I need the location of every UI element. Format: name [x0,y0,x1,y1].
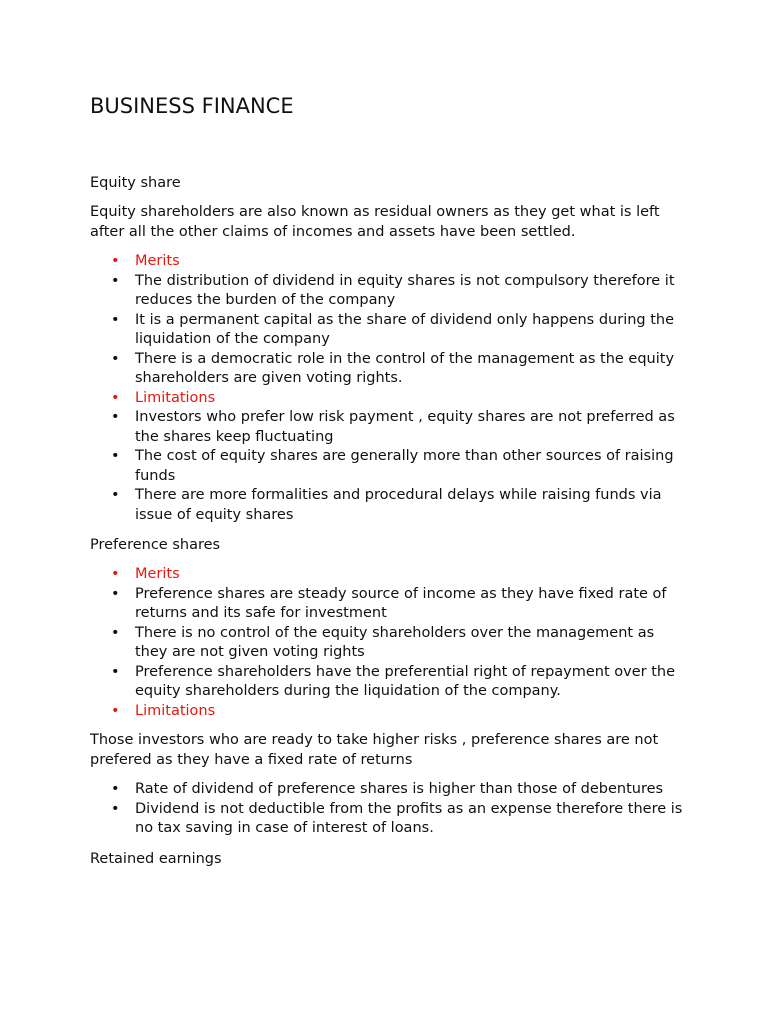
bullet-icon: • [111,585,120,602]
bullet-icon: • [111,487,120,503]
list-item [90,663,690,702]
list-item-merits [90,252,690,272]
list-item-text: There is no control of the equity shareholders over the management as they are not given voting rights [135,624,655,660]
list-item-text: The cost of equity shares are generally more than other sources of raising funds [135,448,674,484]
document-title: BUSINESS FINANCE [90,94,294,118]
equity-share-intro: Equity shareholders are also known as residual owners as they get what is left after all the other claims of incomes and assets have been settled. [90,204,660,240]
list-item-text: Limitations [135,702,216,719]
list-item-limitations [90,702,690,722]
equity-share-heading: Equity share [90,175,181,191]
bullet-icon: • [111,800,120,817]
bullet-icon: • [111,781,120,797]
list-item-limitations [90,389,690,409]
list-item [90,408,690,447]
list-item [90,800,690,839]
list-item-text: Limitations [135,389,216,406]
list-item-text: Merits [135,253,180,269]
preference-limitations-list [90,780,690,839]
equity-share-list [90,252,690,525]
bullet-icon: • [111,350,120,367]
list-item-text: The distribution of dividend in equity shares is not compulsory therefore it reduces the burden of the company [135,272,675,308]
list-item-text: Investors who prefer low risk payment , equity shares are not preferred as the shares keep fluctuating [135,409,675,445]
bullet-icon: • [111,253,120,269]
list-item-text: Dividend is not deductible from the profits as an expense therefore there is no tax saving in case of interest of loans. [135,800,683,836]
list-item [90,486,690,525]
document-page [90,90,690,869]
list-item [90,585,690,624]
list-item [90,272,690,311]
preference-limitations-paragraph: Those investors who are ready to take higher risks , preference shares are not prefered as they have a fixed rate of returns [90,732,659,768]
preference-shares-list [90,565,690,721]
list-item-text: Merits [135,566,180,582]
list-item [90,350,690,389]
bullet-icon: • [111,624,120,641]
bullet-icon: • [111,566,120,582]
list-item-text: Preference shares are steady source of income as they have fixed rate of returns and its safe for investment [135,585,667,621]
retained-earnings-heading: Retained earnings [90,850,222,867]
list-item [90,780,690,800]
bullet-icon: • [111,448,120,464]
bullet-icon: • [111,272,120,289]
bullet-icon: • [111,311,120,328]
list-item [90,624,690,663]
bullet-icon: • [111,663,120,680]
bullet-icon: • [111,409,120,425]
preference-shares-heading: Preference shares [90,537,221,553]
list-item [90,447,690,486]
list-item-merits [90,565,690,585]
bullet-icon: • [111,702,120,719]
list-item-text: Preference shareholders have the preferential right of repayment over the equity shareholders during the liquidation of the company. [135,663,676,699]
list-item-text: There is a democratic role in the control of the management as the equity shareholders are given voting rights. [135,350,675,386]
list-item-text: It is a permanent capital as the share of dividend only happens during the liquidation of the company [135,311,675,347]
list-item-text: There are more formalities and procedural delays while raising funds via issue of equity shares [135,487,662,523]
list-item [90,311,690,350]
bullet-icon: • [111,389,120,406]
list-item-text: Rate of dividend of preference shares is higher than those of debentures [135,781,664,797]
